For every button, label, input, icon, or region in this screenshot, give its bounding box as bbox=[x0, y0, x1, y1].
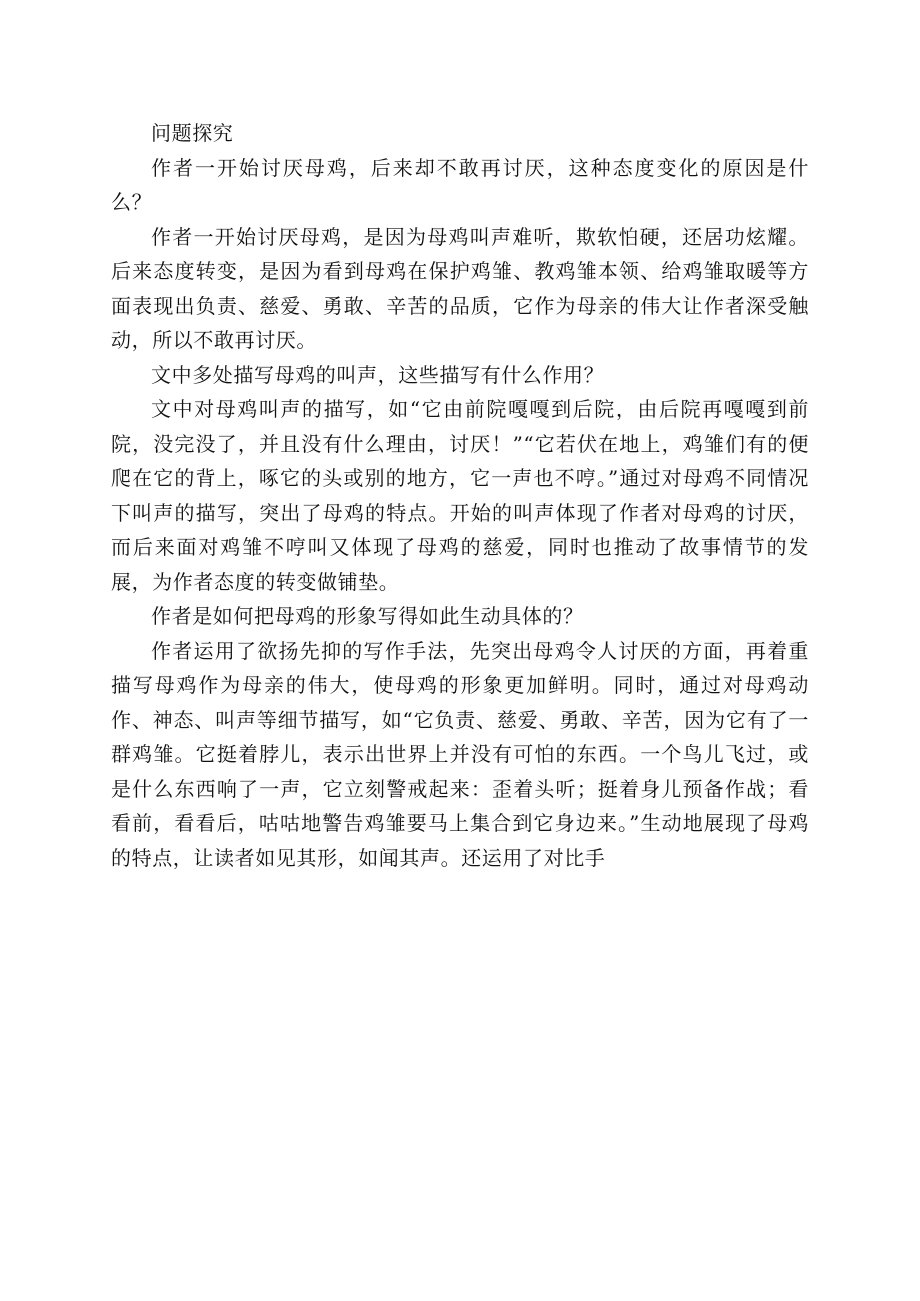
answer-3: 作者运用了欲扬先抑的写作手法，先突出母鸡令人讨厌的方面，再着重描写母鸡作为母亲的伟大，使母鸡的形象更加鲜明。同时，通过对母鸡动作、神态、叫声等细节描写，如“它负责、慈爱、勇敢、辛苦，因为它有了一群鸡雏。它挺着脖儿，表示出世界上并没有可怕的东西。一个鸟儿飞过，或是什么东西响了一声，它立刻警戒起来：歪着头听；挺着身儿预备作战；看看前，看看后，咕咕地警告鸡雏要马上集合到它身边来。”生动地展现了母鸡的特点，让读者如见其形，如闻其声。还运用了对比手 bbox=[111, 638, 809, 870]
answer-2: 文中对母鸡叫声的描写，如“它由前院嘎嘎到后院，由后院再嘎嘎到前院，没完没了，并且没有什么理由，讨厌！”“它若伏在地上，鸡雏们有的便爬在它的背上，啄它的头或别的地方，它一声也不哼。”通过对母鸡不同情况下叫声的描写，突出了母鸡的特点。开始的叫声体现了作者对母鸡的讨厌，而后来面对鸡雏不哼叫又体现了母鸡的慈爱，同时也推动了故事情节的发展，为作者态度的转变做铺垫。 bbox=[111, 397, 809, 594]
question-1: 作者一开始讨厌母鸡，后来却不敢再讨厌，这种态度变化的原因是什么？ bbox=[111, 155, 809, 214]
answer-1: 作者一开始讨厌母鸡，是因为母鸡叫声难听，欺软怕硬，还居功炫耀。后来态度转变，是因为看到母鸡在保护鸡雏、教鸡雏本领、给鸡雏取暖等方面表现出负责、慈爱、勇敢、辛苦的品质，它作为母亲的伟大让作者深受触动，所以不敢再讨厌。 bbox=[111, 224, 809, 352]
question-2: 文中多处描写母鸡的叫声，这些描写有什么作用？ bbox=[151, 362, 605, 387]
question-3: 作者是如何把母鸡的形象写得如此生动具体的？ bbox=[151, 604, 584, 628]
document-body bbox=[111, 116, 809, 875]
section-heading: 问题探究 bbox=[151, 121, 234, 145]
